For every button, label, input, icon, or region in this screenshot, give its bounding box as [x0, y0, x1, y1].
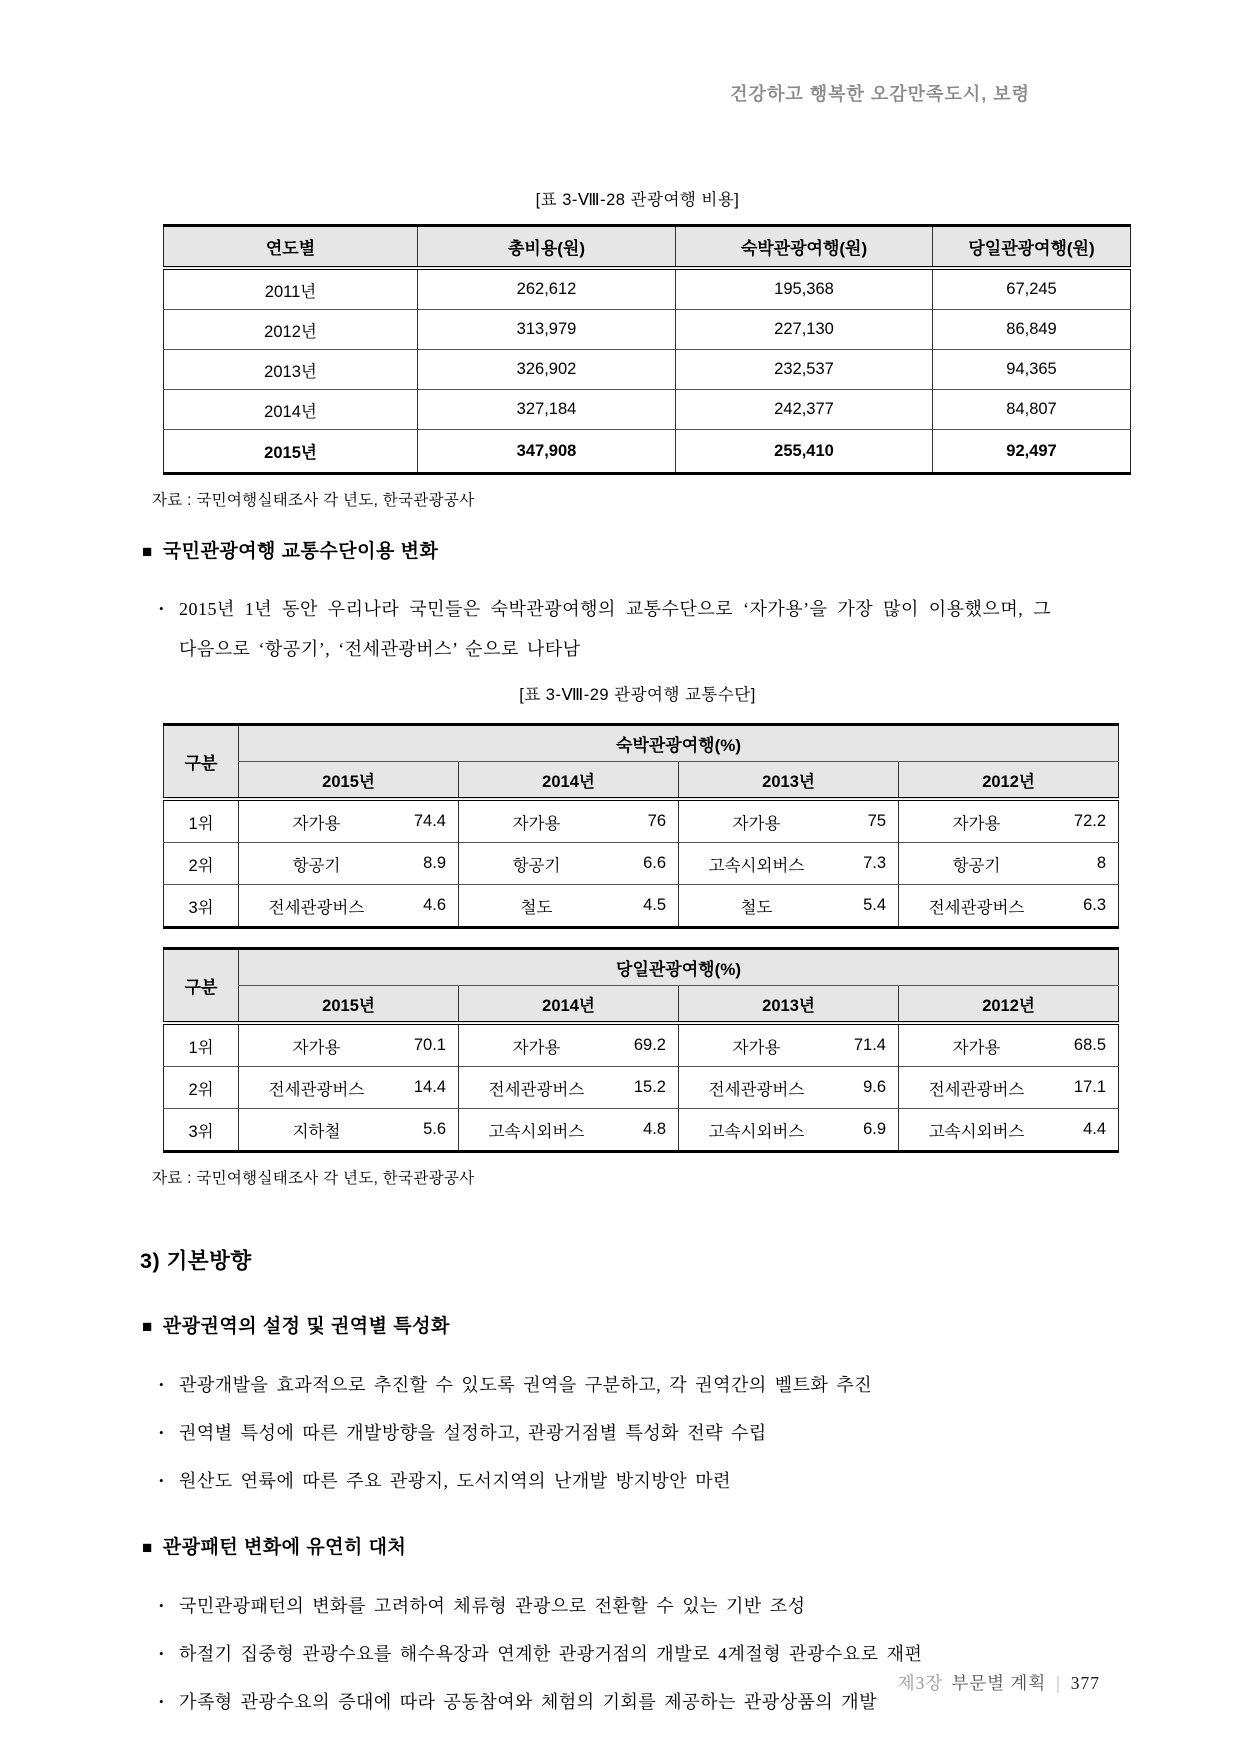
bullet-icon: • [159, 1646, 165, 1661]
table29-mode-value-cell [679, 799, 899, 843]
table28-header-row [164, 226, 1131, 269]
transport-mode: 자가용 [952, 814, 1001, 833]
transport-mode: 항공기 [512, 856, 561, 875]
table28-value-cell: 232,537 [676, 350, 933, 390]
transport-share-value: 76 [647, 812, 666, 830]
table29-data-row [164, 799, 1119, 843]
transport-share-value: 8.9 [423, 854, 446, 872]
transport-share-value: 15.2 [633, 1078, 666, 1096]
transport-share-value: 68.5 [1073, 1036, 1107, 1054]
table28-row [164, 390, 1131, 430]
table29-mode-value-cell [239, 1067, 459, 1109]
mode-value-wrap [459, 1025, 678, 1066]
table28-value-cell: 262,612 [418, 268, 676, 310]
bullet-text: 하절기 집중형 관광수요를 해수욕장과 연계한 관광거점의 개발로 4계절형 관광수요로 재편 [179, 1644, 923, 1664]
transport-mode: 항공기 [952, 856, 1001, 875]
transport-share-value: 4.5 [643, 896, 666, 914]
table29-header-row-2 [164, 986, 1119, 1024]
transport-mode: 전세관광버스 [268, 1080, 365, 1099]
table29-mode-value-cell [899, 1109, 1119, 1152]
table28-row [164, 268, 1131, 310]
table28-value-cell: 94,365 [933, 350, 1131, 390]
transport-share-value: 7.3 [863, 854, 886, 872]
mode-value-wrap [459, 843, 678, 884]
table28-column-header: 숙박관광여행(원) [676, 226, 933, 269]
bullet-text: 권역별 특성에 따른 개발방향을 설정하고, 관광거점별 특성화 전략 수립 [179, 1423, 767, 1443]
table29-mode-value-cell [459, 1023, 679, 1067]
table29-mode-value-cell [899, 843, 1119, 885]
mode-value-wrap [239, 1025, 458, 1066]
table29-year-header: 2015년 [239, 762, 459, 800]
table28-value-cell: 67,245 [933, 268, 1131, 310]
table29-year-header: 2012년 [899, 762, 1119, 800]
square-bullet-icon: ■ [142, 1317, 153, 1336]
table28-value-cell: 84,807 [933, 390, 1131, 430]
bullet-item [157, 1370, 1051, 1400]
bullet-item [157, 1639, 1051, 1669]
mode-value-wrap [459, 801, 678, 842]
table29-source: 자료 : 국민여행실태조사 각 년도, 한국관광공사 [152, 1170, 475, 1187]
table29-header-row-2 [164, 762, 1119, 800]
table29-mode-value-cell [679, 843, 899, 885]
transport-mode: 항공기 [292, 856, 341, 875]
table29-mode-value-cell [459, 1109, 679, 1152]
table29-group [0, 723, 1240, 1153]
square-bullet-icon: ■ [142, 1538, 153, 1557]
table29-header-row-1 [164, 949, 1119, 986]
bullet-icon: • [159, 1694, 165, 1709]
transport-share-value: 4.4 [1083, 1120, 1107, 1138]
table29-mode-value-cell [899, 799, 1119, 843]
table29-title: [표 3-Ⅷ-29 관광여행 교통수단] [519, 686, 756, 704]
bullet-icon: • [159, 1425, 165, 1440]
table29-year-header: 2014년 [459, 986, 679, 1024]
table29-transport-table [163, 723, 1119, 929]
mode-value-wrap [679, 843, 898, 884]
mode-value-wrap [679, 1067, 898, 1108]
subsection-heading-text: 관광패턴 변화에 유연히 대처 [162, 1537, 407, 1558]
mode-value-wrap [899, 1109, 1118, 1150]
mode-value-wrap [459, 1109, 678, 1150]
transport-share-value: 6.3 [1083, 896, 1107, 914]
table29-mode-value-cell [899, 885, 1119, 928]
table29-rank-cell: 1위 [188, 1038, 214, 1057]
mode-value-wrap [239, 885, 458, 926]
mode-value-wrap [459, 1067, 678, 1108]
footer-section: 부문별 계획 [951, 1673, 1047, 1693]
table28-value-cell: 242,377 [676, 390, 933, 430]
transport-mode: 지하철 [292, 1122, 341, 1141]
transport-mode: 고속시외버스 [708, 856, 805, 875]
page-footer [898, 1670, 1100, 1695]
subsection-heading-text: 관광권역의 설정 및 권역별 특성화 [162, 1316, 450, 1337]
transport-mode: 자가용 [292, 814, 341, 833]
table29-data-row [164, 885, 1119, 928]
table28-value-cell: 195,368 [676, 268, 933, 310]
table28-row [164, 350, 1131, 390]
mode-value-wrap [239, 1067, 458, 1108]
transport-mode: 전세관광버스 [268, 898, 365, 917]
table29-data-row [164, 1067, 1119, 1109]
table29-mode-value-cell [459, 1067, 679, 1109]
mode-value-wrap [899, 1025, 1118, 1066]
table28-value-cell: 313,979 [418, 310, 676, 350]
mode-value-wrap [459, 885, 678, 926]
page-header: 건강하고 행복한 오감만족도시, 보령 [730, 84, 1030, 104]
transport-mode: 고속시외버스 [488, 1122, 585, 1141]
transport-share-value: 74.4 [413, 812, 446, 830]
table28-year-cell: 2011년 [264, 282, 317, 301]
table29-merged-header: 숙박관광여행(%) [239, 725, 1119, 762]
table28-row [164, 430, 1131, 474]
heading-basic-direction: 3) 기본방향 [140, 1249, 252, 1273]
bullet-item [157, 1466, 1051, 1496]
transport-share-value: 6.6 [643, 854, 666, 872]
table29-mode-value-cell [239, 885, 459, 928]
table29-rank-cell: 2위 [164, 843, 239, 885]
transport-share-value: 72.2 [1073, 812, 1107, 830]
mode-value-wrap [679, 1025, 898, 1066]
table28-year-cell: 2015년 [164, 430, 418, 474]
transport-mode: 고속시외버스 [928, 1122, 1025, 1141]
section-heading-transport [142, 536, 1240, 563]
table29-mode-value-cell [899, 1023, 1119, 1067]
footer-chapter: 제3장 [897, 1673, 944, 1693]
table28-row [164, 310, 1131, 350]
transport-mode: 철도 [740, 898, 773, 917]
section-heading-transport-text: 국민관광여행 교통수단이용 변화 [162, 541, 439, 562]
transport-share-value: 71.4 [853, 1036, 886, 1054]
bullet-icon: • [159, 601, 165, 616]
transport-share-value: 5.4 [863, 896, 886, 914]
table29-merged-header: 당일관광여행(%) [239, 949, 1119, 986]
table28-year-cell: 2012년 [164, 310, 418, 350]
transport-mode: 자가용 [292, 1038, 341, 1057]
transport-mode: 고속시외버스 [708, 1122, 805, 1141]
transport-share-value: 9.6 [863, 1078, 886, 1096]
table29-mode-value-cell [679, 1023, 899, 1067]
bullet-text: 원산도 연륙에 따른 주요 관광지, 도서지역의 난개발 방지방안 마련 [179, 1471, 731, 1491]
bullet-icon: • [159, 1473, 165, 1488]
mode-value-wrap [899, 885, 1118, 926]
transport-mode: 전세관광버스 [488, 1080, 585, 1099]
table28-source: 자료 : 국민여행실태조사 각 년도, 한국관광공사 [152, 492, 475, 509]
mode-value-wrap [679, 1109, 898, 1150]
bullet-icon: • [159, 1377, 165, 1392]
bullet-text-transport: 2015년 1년 동안 우리나라 국민들은 숙박관광여행의 교통수단으로 ‘자가용’을 가장 많이 이용했으며, 그 다음으로 ‘항공기’, ‘전세관광버스’ 순으로 나타남 [179, 599, 1051, 659]
mode-value-wrap [239, 801, 458, 842]
table29-rank-cell: 3위 [164, 885, 239, 928]
mode-value-wrap [239, 843, 458, 884]
table29-mode-value-cell [239, 843, 459, 885]
table29-year-header: 2014년 [459, 762, 679, 800]
bullet-icon: • [159, 1598, 165, 1613]
table29-mode-value-cell [679, 1067, 899, 1109]
mode-value-wrap [899, 801, 1118, 842]
footer-divider-bar: | [1056, 1673, 1061, 1693]
table29-mode-value-cell [899, 1067, 1119, 1109]
table29-mode-value-cell [239, 799, 459, 843]
table29-data-row [164, 1023, 1119, 1067]
table28-value-cell: 255,410 [676, 430, 933, 474]
transport-mode: 자가용 [952, 1038, 1001, 1057]
transport-mode: 자가용 [732, 814, 781, 833]
transport-share-value: 69.2 [633, 1036, 666, 1054]
direction-subsection [0, 1311, 1240, 1496]
transport-share-value: 75 [867, 812, 886, 830]
mode-value-wrap [899, 1067, 1118, 1108]
table28-cost-table [163, 224, 1131, 475]
mode-value-wrap [679, 801, 898, 842]
table29-rank-cell: 1위 [188, 814, 214, 833]
table29-mode-value-cell [679, 1109, 899, 1152]
table28-value-cell: 227,130 [676, 310, 933, 350]
transport-mode: 전세관광버스 [708, 1080, 805, 1099]
subsection-heading [142, 1311, 1240, 1338]
bullet-text: 관광개발을 효과적으로 추진할 수 있도록 권역을 구분하고, 각 권역간의 벨트화 추진 [179, 1375, 873, 1395]
table29-rank-cell: 3위 [164, 1109, 239, 1152]
table29-data-row [164, 1109, 1119, 1152]
table28-column-header: 연도별 [164, 226, 418, 269]
transport-mode: 전세관광버스 [928, 898, 1025, 917]
subsection-heading [142, 1532, 1240, 1559]
transport-share-value: 6.9 [863, 1120, 886, 1138]
table29-mode-value-cell [459, 885, 679, 928]
table29-year-header: 2013년 [679, 986, 899, 1024]
table29-transport-table [163, 947, 1119, 1153]
mode-value-wrap [239, 1109, 458, 1150]
table28-value-cell: 327,184 [418, 390, 676, 430]
table29-year-header: 2015년 [239, 986, 459, 1024]
table29-mode-value-cell [679, 885, 899, 928]
bullet-item-transport [157, 589, 1051, 669]
transport-share-value: 17.1 [1073, 1078, 1107, 1096]
transport-mode: 자가용 [512, 1038, 561, 1057]
table29-rank-cell: 2위 [164, 1067, 239, 1109]
table28-value-cell: 347,908 [418, 430, 676, 474]
table29-year-header: 2012년 [899, 986, 1119, 1024]
table28-year-cell: 2013년 [164, 350, 418, 390]
table29-mode-value-cell [239, 1109, 459, 1152]
square-bullet-icon: ■ [142, 542, 153, 561]
transport-share-value: 4.8 [643, 1120, 666, 1138]
transport-share-value: 5.6 [423, 1120, 446, 1138]
bullet-item [157, 1591, 1051, 1621]
bullet-item [157, 1418, 1051, 1448]
table28-column-header: 당일관광여행(원) [933, 226, 1131, 269]
table28-year-cell: 2014년 [164, 390, 418, 430]
bullet-text: 국민관광패턴의 변화를 고려하여 체류형 관광으로 전환할 수 있는 기반 조성 [179, 1596, 806, 1616]
table29-row-header: 구분 [164, 949, 239, 1024]
transport-share-value: 4.6 [423, 896, 446, 914]
table28-value-cell: 326,902 [418, 350, 676, 390]
table28-value-cell: 86,849 [933, 310, 1131, 350]
mode-value-wrap [679, 885, 898, 926]
transport-mode: 철도 [520, 898, 553, 917]
bullet-text: 가족형 관광수요의 증대에 따라 공동참여와 체험의 기회를 제공하는 관광상품의 개발 [179, 1692, 878, 1712]
transport-mode: 자가용 [732, 1038, 781, 1057]
transport-mode: 자가용 [512, 814, 561, 833]
table29-header-row-1 [164, 725, 1119, 762]
transport-share-value: 70.1 [413, 1036, 446, 1054]
table28-value-cell: 92,497 [933, 430, 1131, 474]
transport-share-value: 14.4 [413, 1078, 446, 1096]
transport-share-value: 8 [1096, 854, 1107, 872]
table28-title: [표 3-Ⅷ-28 관광여행 비용] [535, 191, 740, 209]
mode-value-wrap [899, 843, 1118, 884]
table29-row-header: 구분 [164, 725, 239, 800]
table29-mode-value-cell [239, 1023, 459, 1067]
table29-mode-value-cell [459, 799, 679, 843]
basic-direction-subsections [0, 1311, 1240, 1717]
footer-page-number: 377 [1070, 1673, 1100, 1693]
table29-data-row [164, 843, 1119, 885]
table29-year-header: 2013년 [679, 762, 899, 800]
transport-mode: 전세관광버스 [928, 1080, 1025, 1099]
table28-column-header: 총비용(원) [418, 226, 676, 269]
table29-mode-value-cell [459, 843, 679, 885]
